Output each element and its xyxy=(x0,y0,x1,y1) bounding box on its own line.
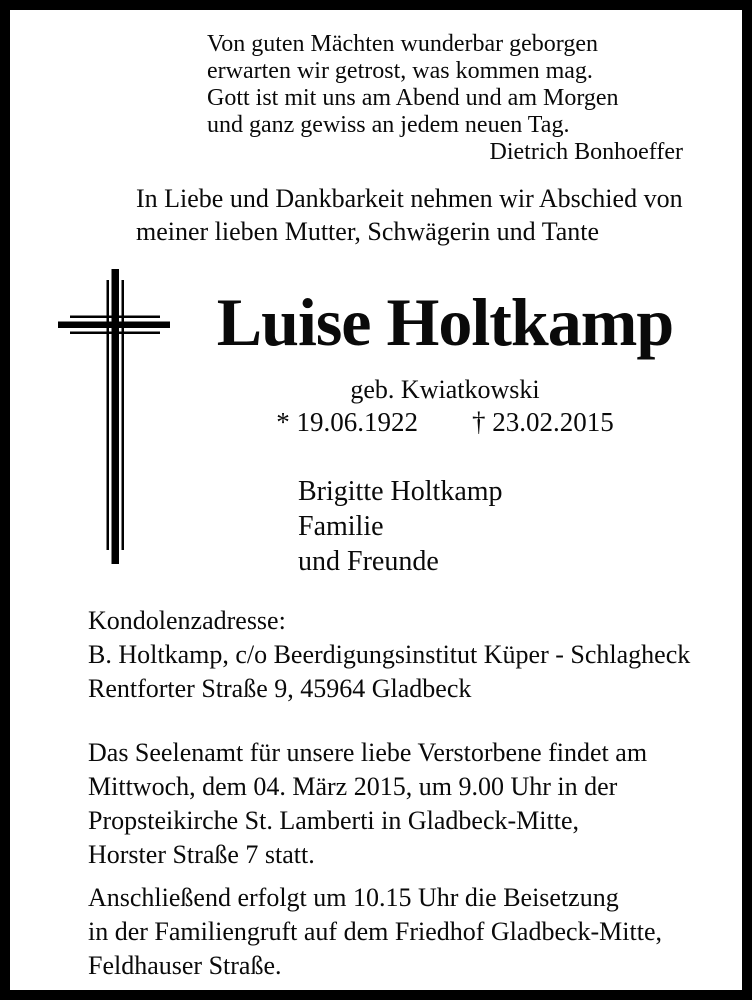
intro-line: In Liebe und Dankbarkeit nehmen wir Abschied von xyxy=(136,184,683,213)
intro-block xyxy=(136,182,683,248)
life-dates xyxy=(213,409,677,436)
mourner-line: Brigitte Holtkamp xyxy=(298,476,503,507)
quote-line: Von guten Mächten wunderbar geborgen xyxy=(207,31,599,57)
memorial-cross-icon xyxy=(54,264,174,564)
service-line: Horster Straße 7 statt. xyxy=(88,840,315,869)
quote-line: Gott ist mit uns am Abend und am Morgen xyxy=(207,85,619,111)
intro-line: meiner lieben Mutter, Schwägerin und Tante xyxy=(136,217,600,246)
quote-block xyxy=(207,31,683,166)
condolence-line: Rentforter Straße 9, 45964 Gladbeck xyxy=(88,674,472,703)
burial-line: Feldhauser Straße. xyxy=(88,951,282,980)
service-line: Das Seelenamt für unsere liebe Verstorbene findet am xyxy=(88,738,648,767)
quote-line: und ganz gewiss an jedem neuen Tag. xyxy=(207,112,570,138)
mourners-block xyxy=(298,474,503,579)
service-line: Mittwoch, dem 04. März 2015, um 9.00 Uhr in der xyxy=(88,772,618,801)
mourner-line: Familie xyxy=(298,511,384,542)
burial-block xyxy=(88,881,662,983)
funeral-service-block xyxy=(88,736,647,872)
burial-line: in der Familiengruft auf dem Friedhof Gladbeck-Mitte, xyxy=(88,917,663,946)
maiden-name: geb. Kwiatkowski xyxy=(350,375,540,404)
condolence-line: B. Holtkamp, c/o Beerdigungsinstitut Küper - Schlagheck xyxy=(88,640,691,669)
service-line: Propsteikirche St. Lamberti in Gladbeck-Mitte, xyxy=(88,806,579,835)
mourner-line: und Freunde xyxy=(298,546,439,577)
condolence-address-block xyxy=(88,604,690,706)
burial-line: Anschließend erfolgt um 10.15 Uhr die Beisetzung xyxy=(88,883,619,912)
quote-attribution: Dietrich Bonhoeffer xyxy=(489,139,683,165)
deceased-name: Luise Holtkamp xyxy=(216,284,674,360)
birth-date: * 19.06.1922 xyxy=(276,407,418,437)
condolence-line: Kondolenzadresse: xyxy=(88,606,286,635)
quote-line: erwarten wir getrost, was kommen mag. xyxy=(207,58,593,84)
death-date: † 23.02.2015 xyxy=(472,407,614,437)
